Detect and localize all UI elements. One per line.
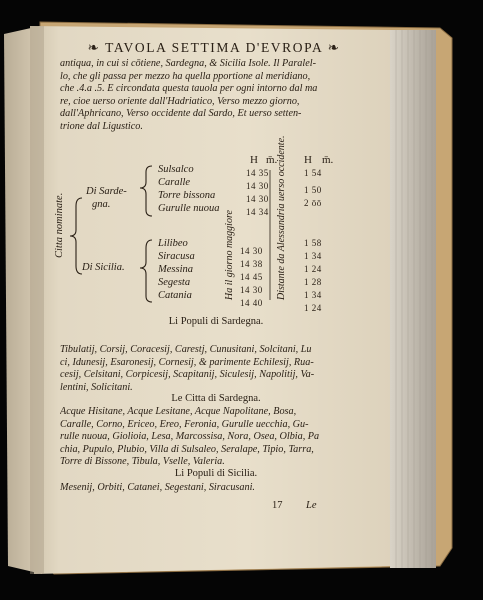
col-header-minutes-2: m̄.	[322, 154, 334, 166]
intro-paragraph	[60, 58, 372, 133]
city-name: Lilibeo	[158, 238, 188, 249]
text-line: Caralle, Corno, Ericeo, Ereo, Feronia, Gurulle uecchia, Gu-	[60, 418, 309, 430]
text-line: dall'Aphricano, Verso occidente dal Sardo, Et uerso setten-	[60, 108, 302, 119]
day-value: 14 34	[246, 207, 269, 217]
distance-value: 2 ōō	[304, 198, 322, 208]
citta-sardegna-paragraph	[60, 406, 372, 469]
distance-value: 1 28	[304, 277, 322, 287]
populi-sardegna-paragraph	[60, 344, 372, 394]
section-heading: Li Populi di Sicilia.	[174, 468, 258, 479]
side-label: Citta nominate.	[54, 192, 65, 258]
city-name: Segesta	[158, 277, 191, 288]
populi-sicilia-paragraph	[60, 482, 372, 495]
day-value: 14 30	[246, 194, 269, 204]
text-line: antiqua, in cui si cōtiene, Sardegna, & Sicilia Isole. Il Paralel-	[60, 58, 316, 69]
title-text: TAVOLA SETTIMA D'EVROPA	[105, 40, 323, 55]
text-line: trione dal Ligustico.	[60, 120, 143, 132]
distance-value: 1 24	[304, 264, 322, 274]
col-header-hours-2: H	[304, 154, 312, 166]
page-edges	[390, 30, 436, 568]
text-line: lentini, Solicitani.	[60, 381, 133, 393]
text-line: Tibulatij, Corsij, Coracesij, Carestj, Cunusitani, Solcitani, Lu	[60, 344, 312, 355]
vertical-header-day: Ha il giorno maggiore	[224, 210, 235, 300]
text-line: lo, che gli passa per mezzo ha quella pportione al meridiano,	[60, 70, 311, 82]
group-label-sardegna-1: Di Sarde-	[86, 186, 127, 197]
text-line: ci, Idunesij, Esaronesij, Cornesij, & parimente Echilesij, Rua-	[60, 356, 314, 368]
page-number: 17	[272, 500, 283, 511]
text-line: che .4.a .5. E circondata questa tauola per ogni intorno dal ma	[60, 83, 318, 94]
city-name: Siracusa	[158, 251, 195, 262]
city-name: Sulsalco	[158, 164, 194, 175]
group-label-sicilia: Di Sicilia.	[82, 262, 125, 273]
day-value: 14 30	[246, 181, 269, 191]
text-line: Mesenij, Orbiti, Catanei, Segestani, Siracusani.	[60, 482, 255, 493]
city-name: Gurulle nuoua	[158, 203, 220, 214]
city-name: Torre bissona	[158, 190, 216, 201]
city-name: Caralle	[158, 177, 191, 188]
catchword: Le	[306, 500, 317, 511]
text-line: Acque Hisitane, Acque Lesitane, Acque Napolitane, Bosa,	[60, 406, 297, 417]
day-value: 14 45	[240, 272, 263, 282]
vertical-header-distance: Distante da Alessandria uerso occidente.	[276, 135, 287, 300]
col-header-minutes-1: m̄.	[266, 154, 278, 166]
text-line: Torre di Bissone, Tibula, Vselle, Valeria.	[60, 456, 225, 467]
distance-value: 1 34	[304, 251, 322, 261]
col-header-hours-1: H	[250, 154, 258, 166]
distance-value: 1 54	[304, 168, 322, 178]
text-line: cesij, Celsitani, Corpicesij, Scapitanij, Siculesij, Napolitij, Va-	[60, 369, 315, 380]
fleuron-left-icon: ❧	[87, 40, 106, 55]
text-line: rulle nuoua, Giolioia, Lesa, Marcossisa, Nora, Osea, Olbia, Pa	[60, 431, 320, 442]
city-name: Messina	[158, 264, 193, 275]
section-heading: Li Populi di Sardegna.	[168, 316, 264, 327]
group-label-sardegna-2: gna.	[92, 199, 111, 210]
fleuron-right-icon: ❧	[322, 40, 341, 55]
distance-value: 1 34	[304, 290, 322, 300]
day-value: 14 35	[246, 168, 269, 178]
distance-value: 1 24	[304, 303, 322, 313]
page-title	[64, 40, 364, 56]
text-line: chia, Pupulo, Plubio, Villa di Sulsaleo, Seralape, Tipio, Tarra,	[60, 443, 314, 455]
gutter-shadow	[30, 26, 44, 574]
city-name: Catania	[158, 290, 192, 301]
day-value: 14 40	[240, 298, 263, 308]
day-value: 14 30	[240, 285, 263, 295]
text-line: re, cioe uerso oriente dall'Hadriatico, Verso mezzo giorno,	[60, 95, 300, 107]
distance-value: 1 50	[304, 185, 322, 195]
day-value: 14 30	[240, 246, 263, 256]
distance-value: 1 58	[304, 238, 322, 248]
day-value: 14 38	[240, 259, 263, 269]
section-heading: Le Citta di Sardegna.	[171, 393, 261, 404]
